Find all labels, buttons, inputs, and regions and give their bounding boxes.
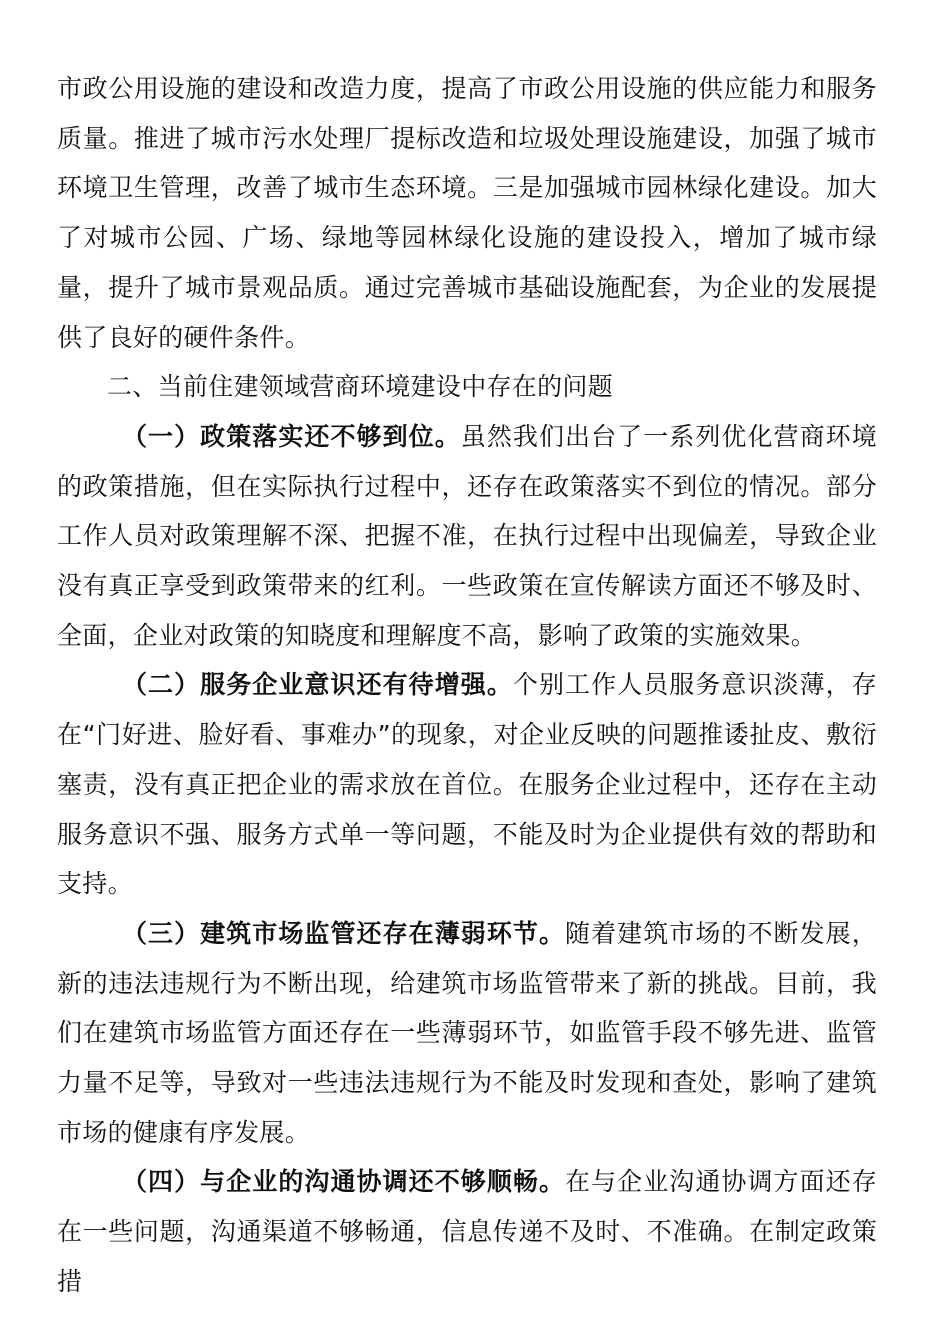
point-text-1: 虽然我们出台了一系列优化营商环境的政策措施，但在实际执行过程中，还存在政策落实不到位的情况。部分工作人员对政策理解不深、把握不准，在执行过程中出现偏差，导致企业没有真正享受到政策带来的红利。一些政策在宣传解读方面还不够及时、全面，企业对政策的知晓度和理解度不高，影响了政策的实施效果。 — [57, 421, 877, 650]
continuation-paragraph: 市政公用设施的建设和改造力度，提高了市政公用设施的供应能力和服务质量。推进了城市污水处理厂提标改造和垃圾处理设施建设，加强了城市环境卫生管理，改善了城市生态环境。三是加强城市园林绿化建设。加大了对城市公园、广场、绿地等园林绿化设施的建设投入，增加了城市绿量，提升了城市景观品质。通过完善城市基础设施配套，为企业的发展提供了良好的硬件条件。 — [57, 74, 877, 352]
point-text-2: 个别工作人员服务意识淡薄，存在“门好进、脸好看、事难办”的现象，对企业反映的问题推诿扯皮、敷衍塞责，没有真正把企业的需求放在首位。在服务企业过程中，还存在主动服务意识不强、服务方式单一等问题，不能及时为企业提供有效的帮助和支持。 — [57, 670, 877, 899]
point-text-3: 随着建筑市场的不断发展，新的违法违规行为不断出现，给建筑市场监管带来了新的挑战。目前，我们在建筑市场监管方面还存在一些薄弱环节，如监管手段不够先进、监管力量不足等，导致对一些违法违规行为不能及时发现和查处，影响了建筑市场的健康有序发展。 — [57, 918, 877, 1147]
point-title-1: （一）政策落实还不够到位。 — [122, 421, 461, 451]
point-paragraph-3 — [57, 909, 877, 1158]
point-text-4: 在与企业沟通协调方面还存在一些问题，沟通渠道不够畅通，信息传递不及时、不准确。在制定政策措 — [57, 1167, 877, 1296]
point-paragraph-2 — [57, 660, 877, 909]
point-title-2: （二）服务企业意识还有待增强。 — [122, 670, 513, 700]
point-title-4: （四）与企业的沟通协调还不够顺畅。 — [122, 1167, 566, 1197]
point-title-3: （三）建筑市场监管还存在薄弱环节。 — [122, 918, 566, 948]
point-paragraph-1 — [57, 412, 877, 661]
section-heading: 二、当前住建领域营商环境建设中存在的问题 — [107, 372, 614, 402]
document-body — [57, 64, 877, 1307]
point-paragraph-4 — [57, 1157, 877, 1306]
